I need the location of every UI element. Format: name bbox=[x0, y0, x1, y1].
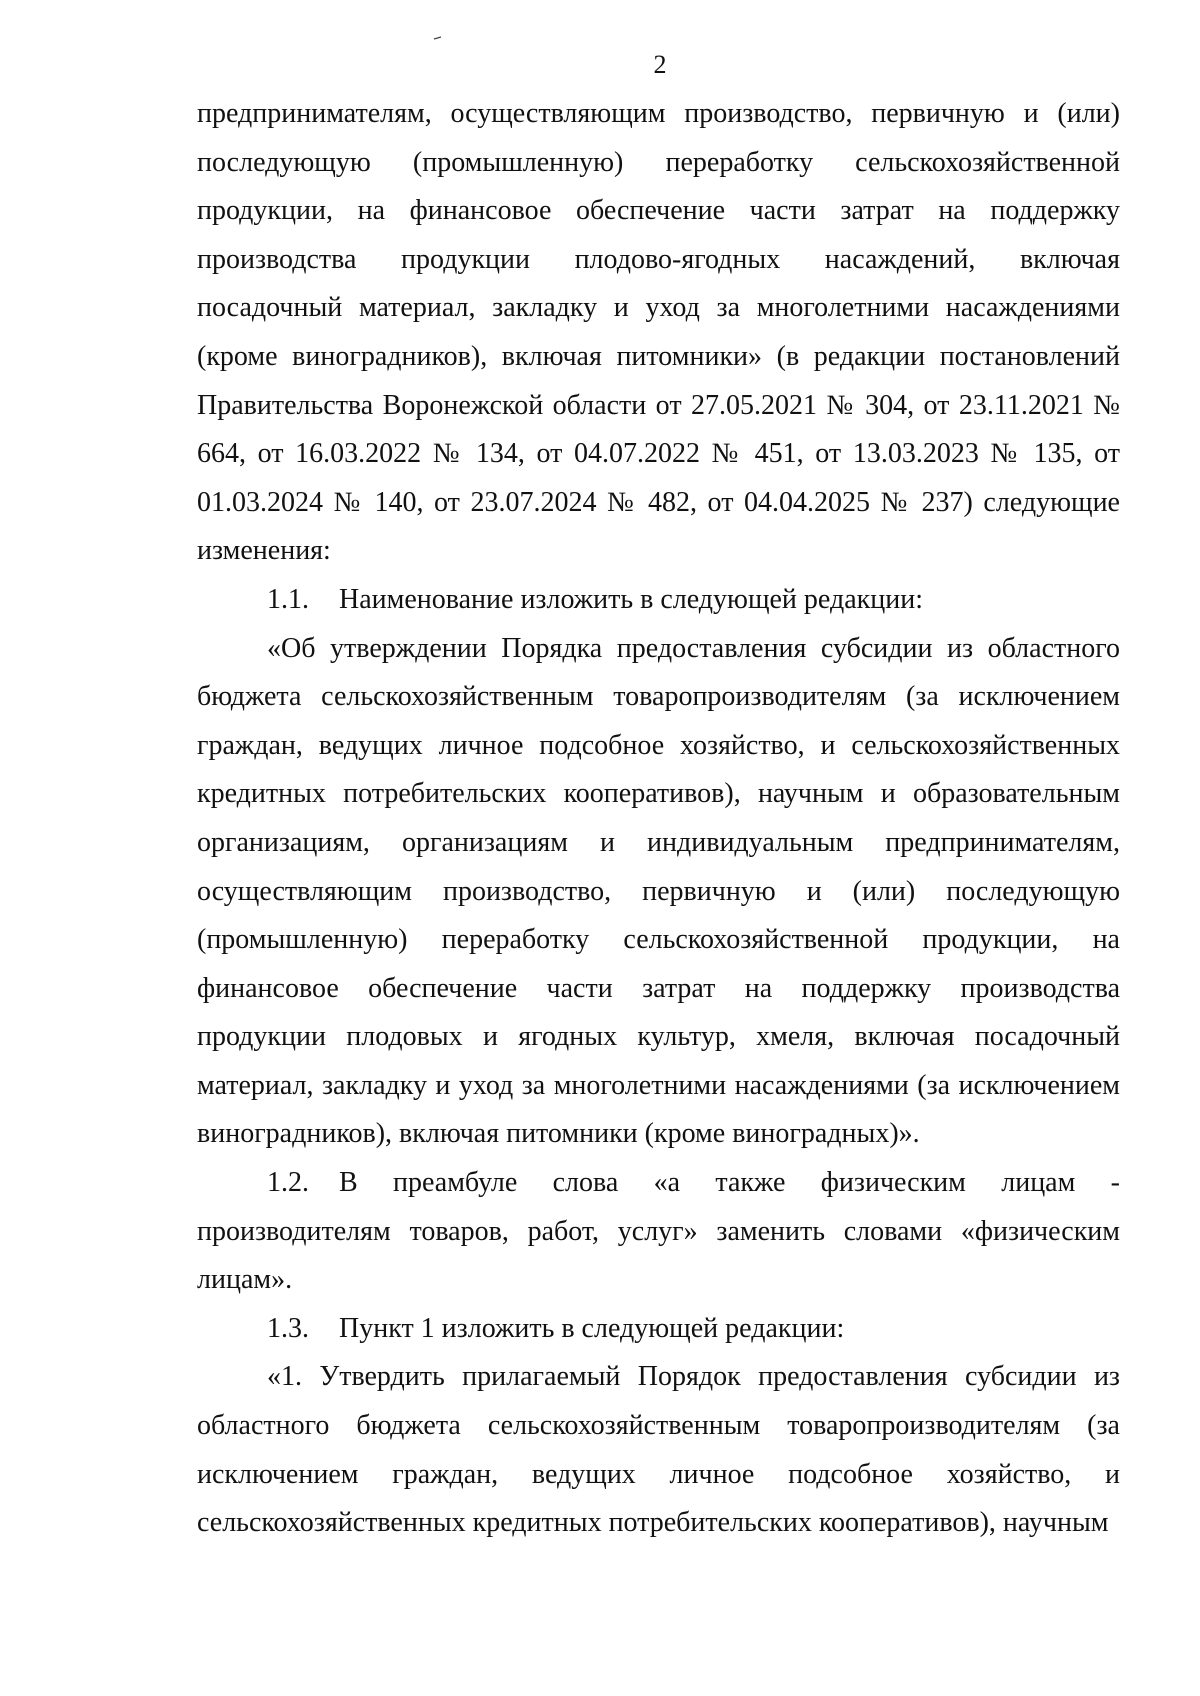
paragraph-item-1-2 bbox=[197, 1159, 1120, 1305]
paragraph-item-1-3 bbox=[197, 1305, 1120, 1354]
item-number: 1.3. bbox=[267, 1312, 309, 1344]
item-number: 1.1. bbox=[267, 583, 309, 615]
item-text: Пункт 1 изложить в следующей редакции: bbox=[339, 1312, 845, 1344]
item-text: В преамбуле слова «а также физическим лицам - производителям товаров, работ, услуг» заменить словами «физическим лицам». bbox=[197, 1167, 1120, 1296]
scan-artifact-mark bbox=[433, 36, 443, 40]
paragraph-item-1-1 bbox=[197, 576, 1120, 625]
item-text: Наименование изложить в следующей редакции: bbox=[339, 583, 923, 615]
paragraph-point-1-quote: «1. Утвердить прилагаемый Порядок предоставления субсидии из областного бюджета сельскохозяйственным товаропроизводителям (за исключением граждан, ведущих личное подсобное хозяйство, и сельскохозяйственных кредитных потребительских кооперативов), научным bbox=[197, 1361, 1120, 1539]
document-body bbox=[197, 90, 1120, 1548]
paragraph-intro: предпринимателям, осуществляющим производство, первичную и (или) последующую (промышленную) переработку сельскохозяйственной продукции, на финансовое обеспечение части затрат на поддержку производства продукции плодово-ягодных насаждений, включая посадочный материал, закладку и уход за многолетними насаждениями (кроме виноградников), включая питомники» (в редакции постановлений Правительства Воронежской области от 27.05.2021 № 304, от 23.11.2021 № 664, от 16.03.2022 № 134, от 04.07.2022 № 451, от 13.03.2023 № 135, от 01.03.2024 № 140, от 23.07.2024 № 482, от 04.04.2025 № 237) следующие изменения: bbox=[197, 98, 1120, 567]
paragraph-title-quote: «Об утверждении Порядка предоставления субсидии из областного бюджета сельскохозяйственным товаропроизводителям (за исключением граждан, ведущих личное подсобное хозяйство, и сельскохозяйственных кредитных потребительских кооперативов), научным и образовательным организациям, организациям и индивидуальным предпринимателям, осуществляющим производство, первичную и (или) последующую (промышленную) переработку сельскохозяйственной продукции, на финансовое обеспечение части затрат на поддержку производства продукции плодовых и ягодных культур, хмеля, включая посадочный материал, закладку и уход за многолетними насаждениями (за исключением виноградников), включая питомники (кроме виноградных)». bbox=[197, 632, 1120, 1150]
page-number: 2 bbox=[653, 50, 667, 79]
item-number: 1.2. bbox=[267, 1167, 309, 1199]
